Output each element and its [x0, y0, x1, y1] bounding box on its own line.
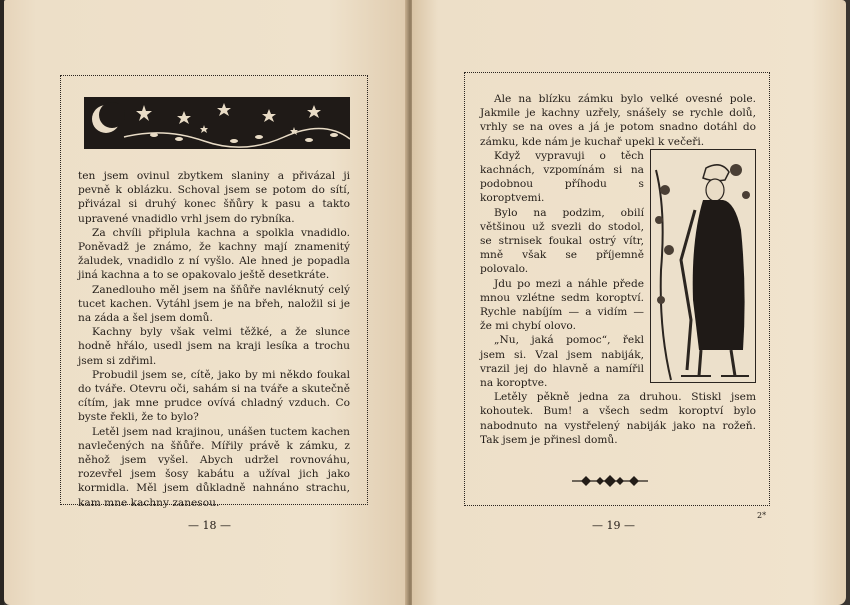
paragraph: Za chvíli připlula kachna a spolkla vnadidlo. Poněvadž je známo, že kachny mají znamenitý žaludek, vnadidlo z ní vyšlo. Ale hned je popadla jiná kachna a to se opakovalo ještě desetkráte.: [78, 226, 350, 282]
paragraph: Letěly pěkně jedna za druhou. Stiskl jsem kohoutek. Bum! a všech sedm koroptví bylo nabodnuto na vystřelený nabiják jako na rožeň. Tak jsem je přinesl domů.: [480, 391, 756, 446]
hunter-illustration-icon: [650, 149, 756, 383]
paragraph: ten jsem ovinul zbytkem slaniny a přivázal ji pevně k oblázku. Schoval jsem se potom do sítí, přivázal si druhý konec šňůry k pasu a takto upravené vnadidlo vrhl jsem do rybníka.: [78, 170, 350, 225]
right-page: [412, 0, 846, 605]
left-page-text: [78, 169, 350, 510]
page-number: — 18 —: [188, 519, 231, 532]
paragraph: Zanedlouho měl jsem na šňůře navléknutý celý tucet kachen. Vytáhl jsem je na břeh, naložil si je na záda a šel jsem domů.: [78, 283, 350, 325]
right-page-text: [480, 92, 756, 447]
diamond-chain-ornament-icon: [572, 472, 648, 491]
paragraph: „Nu, jaká pomoc“, řekl jsem si. Vzal jsem nabiják, vrazil jej do hlavně a namířil na koroptve.: [480, 334, 644, 390]
paragraph: Bylo na podzim, obilí většinou už svezli do stodol, se strnisek foukal ostrý vítr, mně však se příjemně polovalo.: [480, 206, 644, 276]
paragraph: Probudil jsem se, cítě, jako by mi někdo foukal do tváře. Otevru oči, sahám si na tváře a skutečně cítím, jak mne prudce ovívá chladný vzduch. Co byste řekli, že to bylo?: [78, 368, 350, 424]
paragraph: Když vypravuji o těch kachnách, vzpomínám si na podobnou příhodu s koroptvemi.: [480, 149, 644, 205]
paragraph: Letěl jsem nad krajinou, unášen tuctem kachen navlečených na šňůře. Mířily právě k zámku, z něhož jsem vyšel. Abych udržel rovnováhu, rozevřel jsem šosy kabátu a užíval jich jako kormidla. Měl jsem důkladně nahnáno strachu, kam mne kachny zanesou.: [78, 425, 350, 509]
signature-mark: 2*: [757, 511, 767, 520]
moon-stars-banner-icon: [84, 97, 350, 149]
left-page: [4, 0, 409, 605]
paragraph: Ale na blízku zámku bylo velké ovesné pole. Jakmile je kachny uzřely, snášely se rychle dolů, vrhly se na oves a já je potom snadno dotáhl do zámku, kde nám je kuchař upekl k večeři.: [480, 93, 756, 148]
page-number: — 19 —: [592, 519, 635, 532]
paragraph: Kachny byly však velmi těžké, a že slunce hodně hřálo, usedl jsem na kraji lesíka a trochu jsem si zdřiml.: [78, 326, 350, 367]
paragraph: Jdu po mezi a náhle přede mnou vzlétne sedm koroptví. Rychle nabíjím — a vidím — že mi chybí olovo.: [480, 277, 644, 333]
